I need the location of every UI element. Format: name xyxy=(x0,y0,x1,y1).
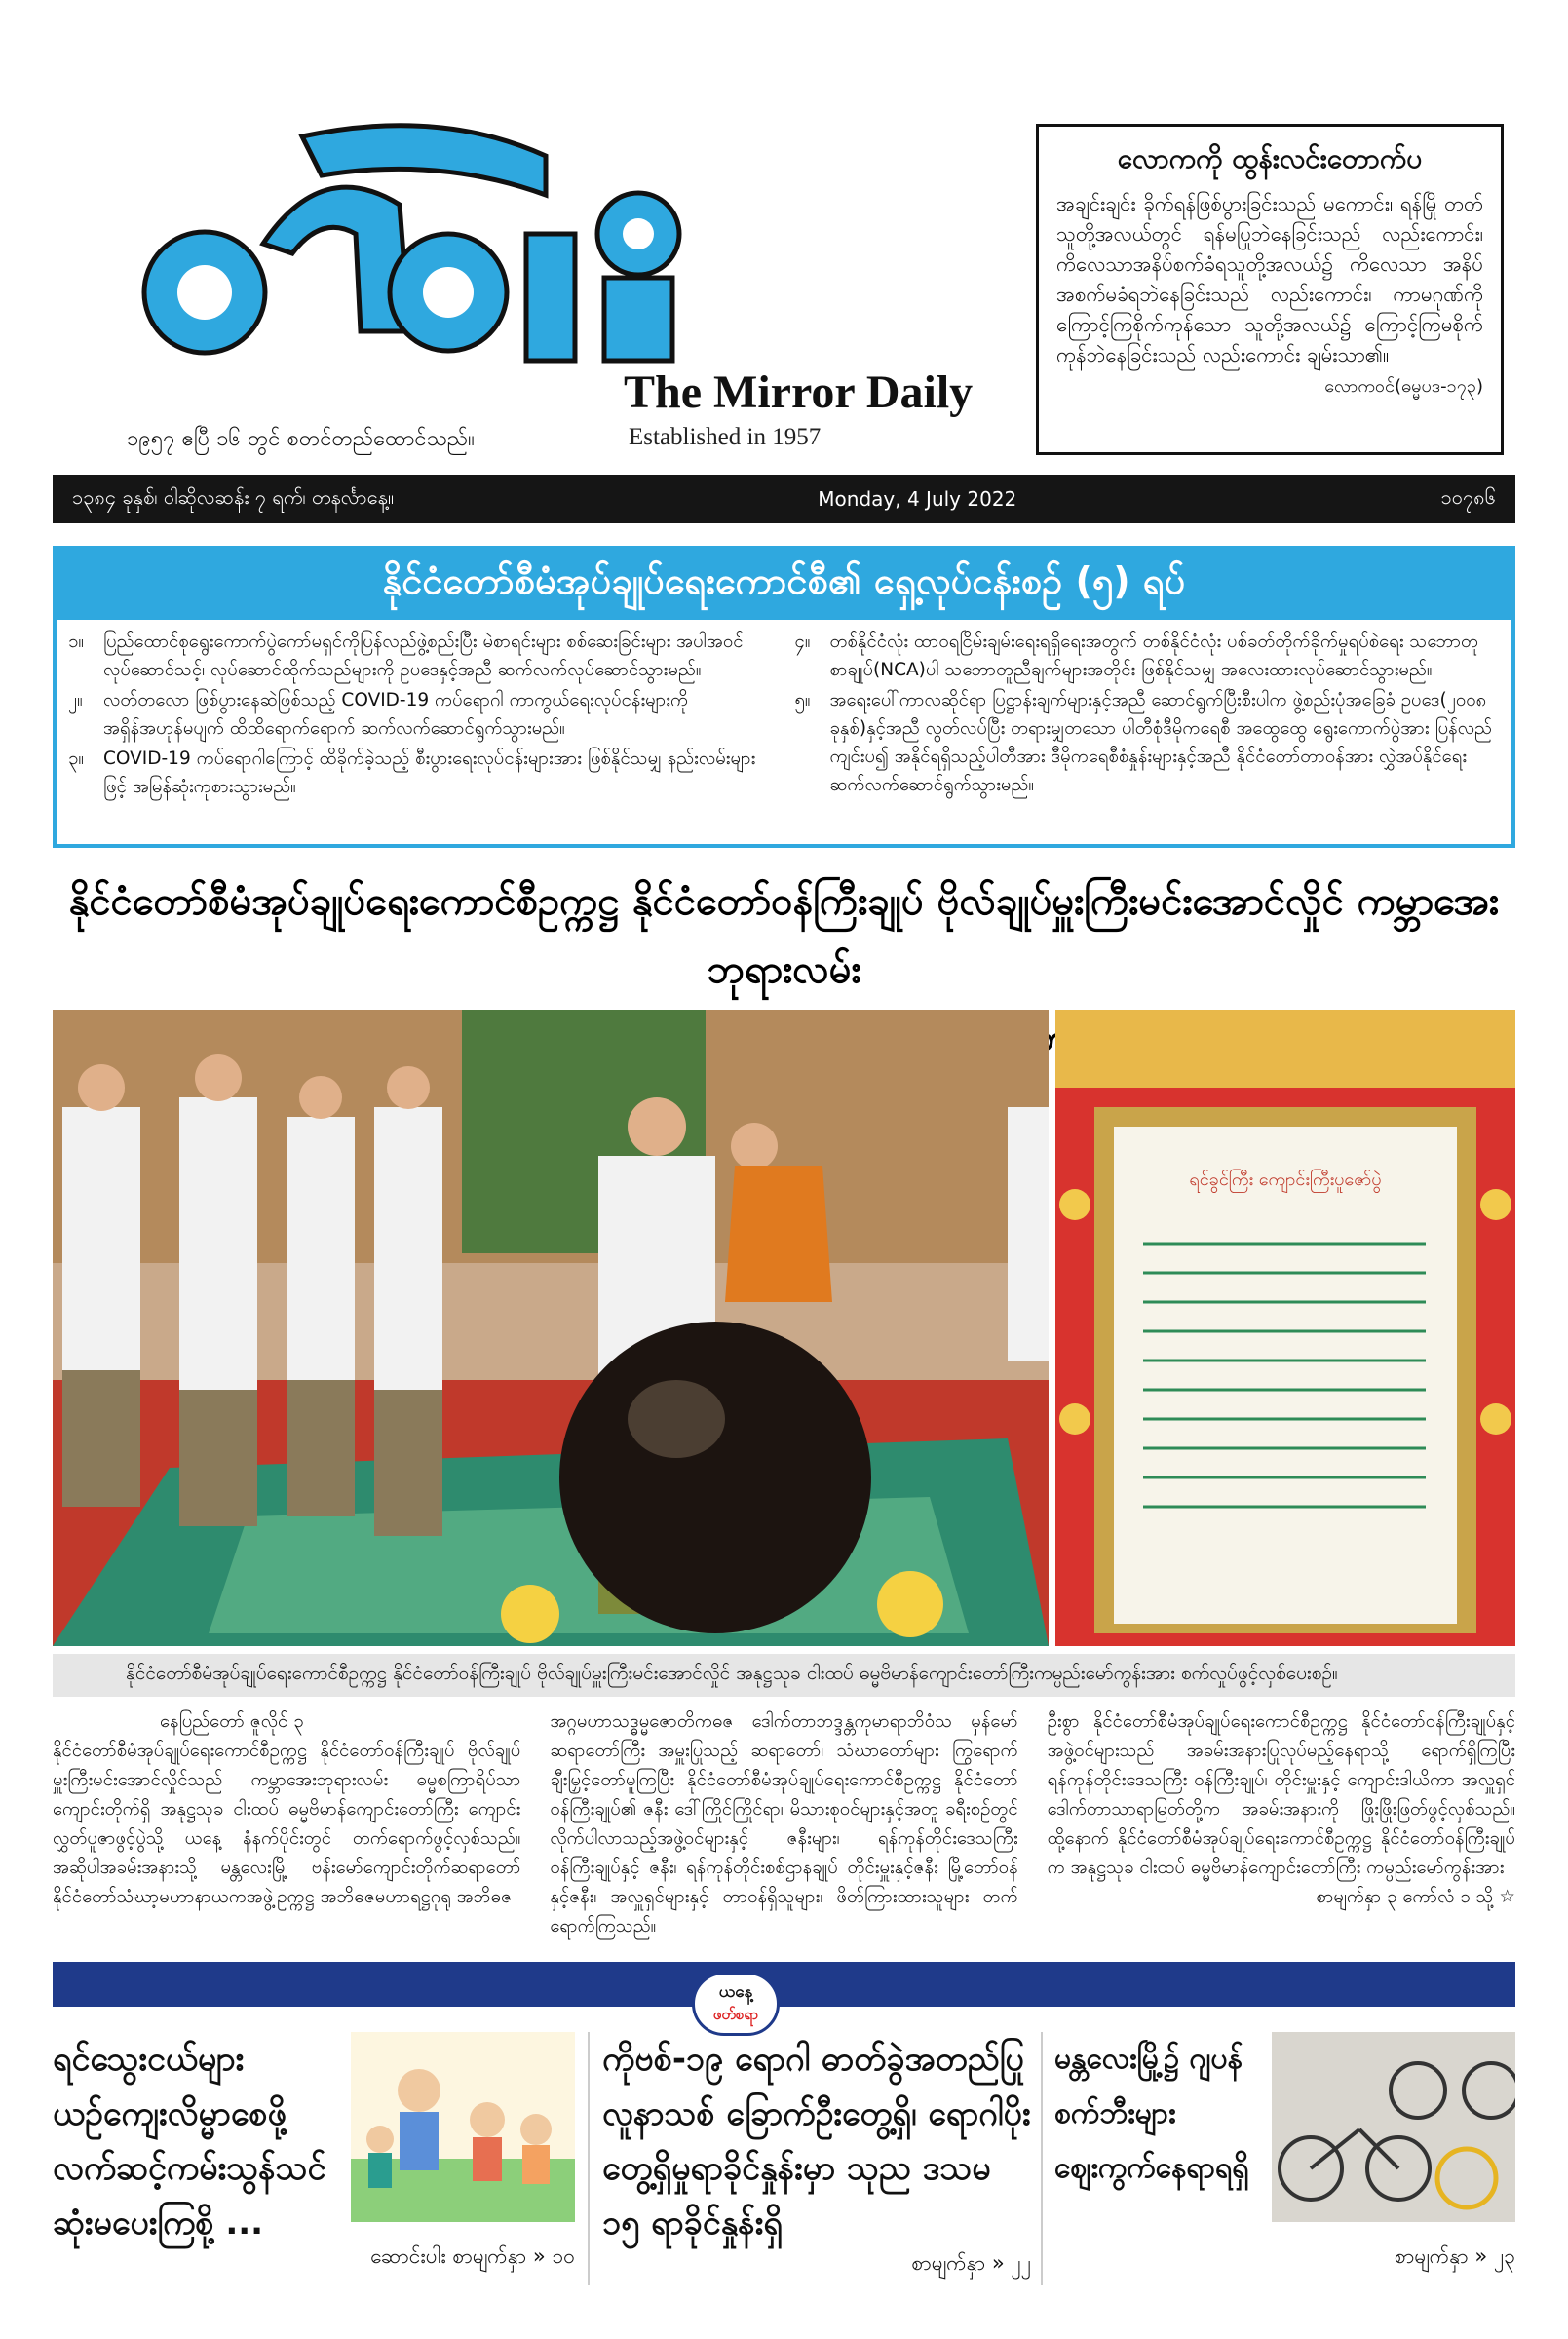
english-date: Monday, 4 July 2022 xyxy=(818,487,1017,511)
photo-caption: နိုင်ငံတော်စီမံအုပ်ချုပ်ရေးကောင်စီဥက္ကဋ္ဌ နိုင်ငံတော်ဝန်ကြီးချုပ် ဗိုလ်ချုပ်မှူးကြီးမင်းအောင်လှိုင် အနုဋ္ဌသုခ ငါးထပ် ဓမ္မဗိမာန်ကျောင်းတော်ကြီးကမ္ပည်းမော်ကွန်းအား စက်လှုပ်ဖွင့်လှစ်ပေးစဉ်။ xyxy=(53,1654,1515,1697)
objective-item: ၃။ COVID-19 ကပ်ရောဂါကြောင့် ထိခိုက်ခဲ့သည့် စီးပွားရေးလုပ်ငန်းများအား ဖြစ်နိုင်သမျှ နည်းလမ်းများဖြင့် အမြန်ဆုံးကုစားသွားမည်။ xyxy=(68,748,756,797)
teaser-title: ရင်သွေးငယ်များ ယဉ်ကျေးလိမ္မာစေဖို့ လက်ဆင့်ကမ်းသွန်သင်ဆုံးမပေးကြစို့ ... xyxy=(53,2040,326,2243)
teaser-1-illustration xyxy=(351,2032,575,2222)
article-column-1 xyxy=(53,1707,520,1941)
article-text: နိုင်ငံတော်စီမံအုပ်ချုပ်ရေးကောင်စီဥက္ကဋ္ဌ နိုင်ငံတော်ဝန်ကြီးချုပ် ဗိုလ်ချုပ်မှူးကြီးမင်းအောင်လှိုင်သည် ကမ္ဘာအေးဘုရားလမ်း ဓမ္မစကြာရိပ်သာကျောင်းတိုက်ရှိ အနုဋ္ဌသုခ ငါးထပ် ဓမ္မဗိမာန်ကျောင်းတော်ကြီး ကျောင်းလွှတ်ပူဇာဖွင့်ပွဲသို့ ယနေ့ နံနက်ပိုင်းတွင် တက်ရောက်ဖွင့်လှစ်သည်။ အဆိုပါအခမ်းအနားသို့ မန္တလေးမြို့ ဗန်းမော်ကျောင်းတိုက်ဆရာတော် နိုင်ငံတော်သံဃာ့မဟာနာယကအဖွဲ့ဥက္ကဋ္ဌ အဘိဓဇမဟာရဋ္ဌဂုရု အဘိဓဇ xyxy=(53,1741,521,1907)
objective-item: ၅။ အရေးပေါ်ကာလဆိုင်ရာ ပြဋ္ဌာန်းချက်များနှင့်အညီ ဆောင်ရွက်ပြီးစီးပါက ဖွဲ့စည်းပုံအခြေခံ ဥပဒေ(၂၀၀၈ ခုနှစ်)နှင့်အညီ လွတ်လပ်ပြီး တရားမျှတသော ပါတီစုံဒီမိုကရေစီ အထွေထွေ ရွေးကောက်ပွဲအား ပြန်လည်ကျင်းပ၍ အနိုင်ရရှိသည့်ပါတီအား ဒီမိုကရေစီစံနှုန်းများနှင့်အညီ နိုင်ငံတော်တာဝန်အား လွှဲအပ်နိုင်ရေး ဆက်လက်ဆောင်ရွက်သွားမည်။ xyxy=(794,690,1492,795)
teaser-page-ref[interactable]: ဆောင်းပါး စာမျက်နှာ » ၁၀ xyxy=(370,2244,575,2268)
badge-line-1: ယနေ့ xyxy=(718,1981,753,2002)
objectives-left-column xyxy=(68,628,774,803)
teaser-1-page xyxy=(53,2243,575,2274)
teaser-1[interactable] xyxy=(53,2032,345,2250)
founded-date: ၁၉၅၇ ဧပြီ ၁၆ တွင် စတင်တည်ထောင်သည်။ xyxy=(127,427,475,451)
ceremony-photo xyxy=(53,1010,1049,1646)
teaser-3-page xyxy=(1054,2243,1515,2274)
quote-box xyxy=(1036,124,1504,455)
teaser-3[interactable] xyxy=(1054,2032,1264,2196)
objectives-right-column xyxy=(795,628,1501,803)
article-text: ဦးစွာ နိုင်ငံတော်စီမံအုပ်ချုပ်ရေးကောင်စီဥက္ကဋ္ဌ နိုင်ငံတော်ဝန်ကြီးချုပ်နှင့် အဖွဲ့ဝင်များသည် အခမ်းအနားပြုလုပ်မည့်နေရာသို့ ရောက်ရှိကြပြီး ရန်ကုန်တိုင်းဒေသကြီး ဝန်ကြီးချုပ်၊ တိုင်းမှူးနှင့် ကျောင်းဒါယိကာ အလှူရှင် ဒေါက်တာသာရာမြတ်တို့က အခမ်းအနားကို ဖြိုးဖြိုးဖြတ်ဖွင့်လှစ်သည်။ ထို့နောက် နိုင်ငံတော်စီမံအုပ်ချုပ်ရေးကောင်စီဥက္ကဋ္ဌ နိုင်ငံတော်ဝန်ကြီးချုပ်က အနုဋ္ဌသုခ ငါးထပ် ဓမ္မဗိမာန်ကျောင်းတော်ကြီး ကမ္ပည်းမော်ကွန်းအား xyxy=(1047,1711,1515,1878)
teaser-page-ref[interactable]: စာမျက်နှာ » ၂၃ xyxy=(1394,2244,1515,2268)
english-title: The Mirror Daily xyxy=(624,366,974,418)
article-column-2 xyxy=(550,1707,1017,1941)
teaser-2[interactable] xyxy=(602,2032,1031,2281)
objective-item: ၄။ တစ်နိုင်ငံလုံး ထာဝရငြိမ်းချမ်းရေးရရှိရေးအတွက် တစ်နိုင်ငံလုံး ပစ်ခတ်တိုက်ခိုက်မှုရပ်စဲရေး သဘောတူစာချုပ်(NCA)ပါ သဘောတူညီချက်များအတိုင်း ဖြစ်နိုင်သမျှ အလေးထားလုပ်ဆောင်သွားမည်။ xyxy=(794,632,1479,680)
quote-source: လောကဝင်(ဓမ္မပဒ-၁၇၃) xyxy=(1324,376,1483,397)
divider xyxy=(1041,2032,1043,2285)
dateline: နေပြည်တော် ဇူလိုင် ၃ xyxy=(160,1711,304,1732)
myanmar-date: ၁၃၈၄ ခုနှစ်၊ ဝါဆိုလဆန်း ၇ ရက်၊ တနင်္လာနေ့။ xyxy=(72,485,395,509)
inside-today-badge xyxy=(692,1972,780,2036)
issue-number: ၁၀၇၈၆ xyxy=(1440,485,1496,509)
objectives-box xyxy=(53,546,1515,848)
badge-line-2: ဖတ်စရာ xyxy=(712,2005,759,2023)
established-year: Established in 1957 xyxy=(629,424,822,450)
plaque-photo xyxy=(1055,1010,1515,1646)
teaser-page-ref[interactable]: စာမျက်နှာ » ၂၂ xyxy=(911,2251,1031,2275)
plaque-text: ရင်ခွင်ကြီး ကျောင်းကြီးပူဇော်ပွဲ xyxy=(1189,1170,1382,1190)
newspaper-logo xyxy=(117,117,741,390)
teaser-title: မန္တလေးမြို့၌ ဂျပန်စက်ဘီးများ ဈေးကွက်နေရာရရှိ xyxy=(1054,2042,1249,2185)
divider xyxy=(588,2032,590,2285)
headline-line-1: နိုင်ငံတော်စီမံအုပ်ချုပ်ရေးကောင်စီဥက္ကဋ္ဌ နိုင်ငံတော်ဝန်ကြီးချုပ် ဗိုလ်ချုပ်မှူးကြီးမင်းအောင်လှိုင် ကမ္ဘာအေးဘုရားလမ်း xyxy=(68,879,1500,992)
masthead xyxy=(54,117,1028,451)
quote-title: လောကကို ထွန်းလင်းတောက်ပ xyxy=(1117,142,1423,174)
date-bar xyxy=(53,475,1515,523)
objectives-title: နိုင်ငံတော်စီမံအုပ်ချုပ်ရေးကောင်စီ၏ ရှေ့လုပ်ငန်းစဉ် (၅) ရပ် xyxy=(57,550,1511,620)
logo-text: ကြေးမုံ xyxy=(427,385,431,386)
article-body xyxy=(53,1707,1515,1941)
quote-body: အချင်းချင်း ခိုက်ရန်ဖြစ်ပွားခြင်းသည် မကောင်း၊ ရန်မြို တတ်သူတို့အလယ်တွင် ရန်မပြုဘဲနေခြင်းသည် လည်းကောင်း၊ ကိလေသာအနိပ်စက်ခံရသူတို့အလယ်၌ ကိလေသာ အနိပ်အစက်မခံရဘဲနေခြင်းသည် လည်းကောင်း၊ ကာမဂုဏ်ကို ကြောင့်ကြစိုက်ကုန်သော သူတို့အလယ်၌ ကြောင့်ကြမစိုက်ကုန်ဘဲနေခြင်းသည် လည်းကောင်း ချမ်းသာ၏။ xyxy=(1056,192,1483,366)
inside-today-bar xyxy=(53,1962,1515,2007)
objective-item: ၁။ ပြည်ထောင်စုရွေးကောက်ပွဲကော်မရှင်ကိုပြန်လည်ဖွဲ့စည်းပြီး မဲစာရင်းများ စစ်ဆေးခြင်းများ အပါအဝင် လုပ်ဆောင်သင့်၊ လုပ်ဆောင်ထိုက်သည်များကို ဥပဒေနှင့်အညီ ဆက်လက်လုပ်ဆောင်သွားမည်။ xyxy=(68,632,744,680)
teaser-title: ကိုဗစ်-၁၉ ရောဂါ ဓာတ်ခွဲအတည်ပြုလူနာသစ် ခြောက်ဦးတွေ့ရှိ၊ ရောဂါပိုးတွေ့ရှိမှုရာခိုင်နှုန်းမှာ သုည ဒသမ ၁၅ ရာခိုင်နှုန်းရှိ xyxy=(602,2040,1031,2243)
continue-link[interactable]: စာမျက်နှာ ၃ ကော်လံ ၁ သို့ ☆ xyxy=(1316,1887,1515,1907)
objective-item: ၂။ လတ်တလော ဖြစ်ပွားနေဆဲဖြစ်သည့် COVID-19 ကပ်ရောဂါ ကာကွယ်ရေးလုပ်ငန်းများကို အရှိန်အဟုန်မပျက် ထိထိရောက်ရောက် ဆက်လက်ဆောင်ရွက်သွားမည်။ xyxy=(68,690,689,739)
article-column-3 xyxy=(1048,1707,1515,1941)
article-text: အဂ္ဂမဟာသဒ္ဓမ္မဇောတိကဓဇ ဒေါက်တာဘဒ္ဒန္တကုမာရာဘိဝံသ မှန်မော်ဆရာတော်ကြီး အမှူးပြုသည့် ဆရာတော်၊ သံဃာတော်များ ကြွရောက်ချီးမြှင့်တော်မူကြပြီး နိုင်ငံတော်စီမံအုပ်ချုပ်ရေးကောင်စီဥက္ကဋ္ဌ နိုင်ငံတော်ဝန်ကြီးချုပ်၏ ဇနီး ဒေါ်ကြိုင်ကြိုင်ရာ၊ မိသားစုဝင်များနှင့်အတူ ခရီးစဉ်တွင် လိုက်ပါလာသည့်အဖွဲ့ဝင်များနှင့် ဇနီးများ၊ ရန်ကုန်တိုင်းဒေသကြီး ဝန်ကြီးချုပ်နှင့် ဇနီး၊ ရန်ကုန်တိုင်းစစ်ဌာနချုပ် တိုင်းမှူးနှင့်ဇနီး မြို့တော်ဝန်နှင့်ဇနီး၊ အလှူရှင်များနှင့် တာဝန်ရှိသူများ၊ ဖိတ်ကြားထားသူများ တက်ရောက်ကြသည်။ xyxy=(550,1711,1018,1936)
teaser-3-photo xyxy=(1272,2032,1515,2222)
